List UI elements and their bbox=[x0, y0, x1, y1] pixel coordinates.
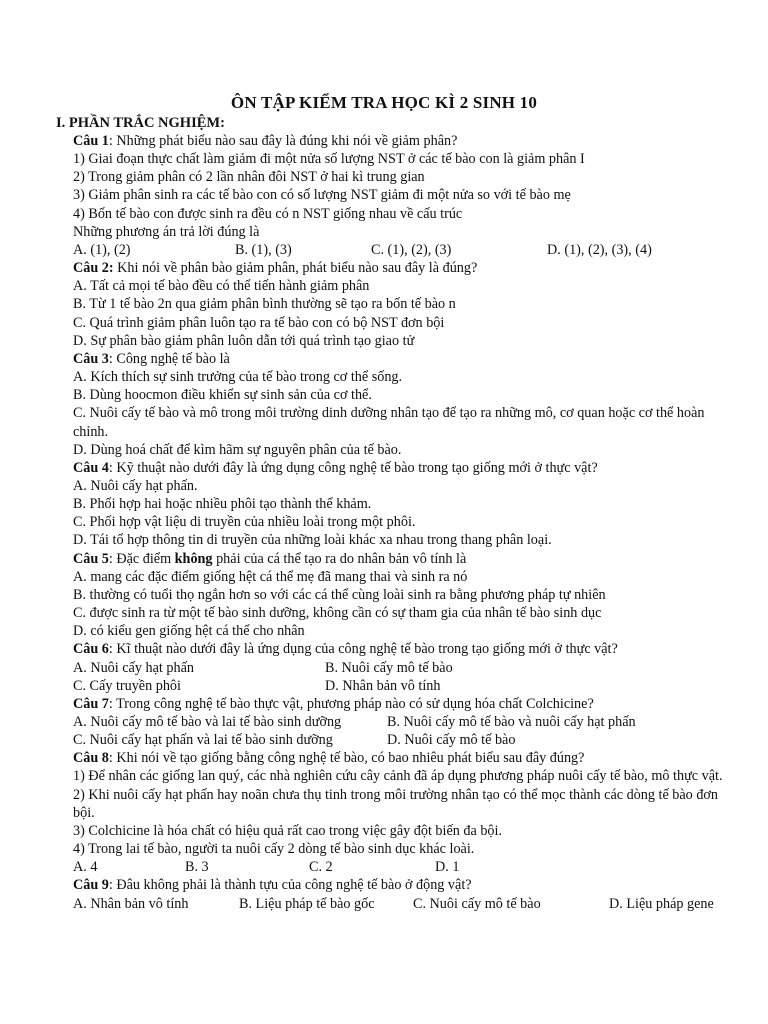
option-c: C. Cấy truyền phôi bbox=[73, 677, 181, 694]
question-label: Câu 5 bbox=[73, 550, 109, 567]
question-label: Câu 6 bbox=[73, 641, 109, 658]
question-label: Câu 3 bbox=[73, 350, 109, 367]
question-text: : Công nghệ tế bào là bbox=[108, 350, 230, 367]
statement: 2) Trong giảm phân có 2 lần nhân đôi NST ở hai kì trung gian bbox=[73, 169, 425, 186]
option-a: A. Kích thích sự sinh trưởng của tế bào trong cơ thể sống. bbox=[73, 369, 403, 386]
question-text: : Kĩ thuật nào dưới đây là ứng dụng của công nghệ tế bào trong tạo giống mới ở thực vật? bbox=[108, 641, 618, 658]
question-label: Câu 2: bbox=[73, 260, 114, 277]
question-list bbox=[73, 132, 733, 913]
option-b: B. Dùng hoocmon điều khiển sự sinh sản của cơ thể. bbox=[73, 387, 372, 404]
option-c: C. Phối hợp vật liệu di truyền của nhiều loài trong một phôi. bbox=[73, 514, 416, 531]
section-heading: I. PHẦN TRẮC NGHIỆM: bbox=[56, 115, 225, 131]
statement: 3) Colchicine là hóa chất có hiệu quả rất cao trong việc gây đột biến đa bội. bbox=[73, 822, 503, 839]
statement: 4) Bốn tế bào con được sinh ra đều có n NST giống nhau về cấu trúc bbox=[73, 205, 463, 222]
option-d: D. Sự phân bào giảm phân luôn dẫn tới quá trình tạo giao tử bbox=[73, 332, 415, 349]
option-c: C. 2 bbox=[309, 859, 333, 876]
answer-row bbox=[73, 858, 733, 876]
question-text: : Khi nói về tạo giống bằng công nghệ tế bào, có bao nhiêu phát biểu sau đây đúng? bbox=[108, 750, 585, 767]
option-c: C. Nuôi cấy tế bào và mô trong môi trường dinh dưỡng nhân tạo để tạo ra những mô, cơ quan hoặc cơ thể hoàn chỉnh. bbox=[73, 405, 705, 440]
statement: 1) Giai đoạn thực chất làm giảm đi một nửa số lượng NST ở các tế bào con là giảm phân I bbox=[73, 151, 585, 168]
question-text: : Kỹ thuật nào dưới đây là ứng dụng công nghệ tế bào trong tạo giống mới ở thực vật? bbox=[108, 459, 598, 476]
answer-row bbox=[73, 713, 733, 731]
option-a: A. mang các đặc điểm giống hệt cá thể mẹ đã mang thai và sinh ra nó bbox=[73, 568, 468, 585]
option-a: A. Tất cả mọi tế bào đều có thể tiến hành giảm phân bbox=[73, 278, 370, 295]
question-text: Khi nói về phân bào giảm phân, phát biểu nào sau đây là đúng? bbox=[113, 260, 478, 277]
option-d: D. Tái tổ hợp thông tin di truyền của những loài khác xa nhau trong thang phân loại. bbox=[73, 532, 552, 549]
question-text: : Đặc điểm bbox=[108, 550, 175, 567]
question-label: Câu 1 bbox=[73, 133, 109, 149]
option-c: C. (1), (2), (3) bbox=[371, 241, 452, 258]
option-d: D. Dùng hoá chất để kìm hãm sự nguyên phân của tế bào. bbox=[73, 441, 402, 458]
page-title: ÔN TẬP KIỂM TRA HỌC KÌ 2 SINH 10 bbox=[230, 93, 538, 112]
question-1 bbox=[73, 132, 733, 150]
question-2 bbox=[73, 259, 733, 277]
question-9 bbox=[73, 876, 733, 894]
option-d: D. (1), (2), (3), (4) bbox=[547, 241, 652, 258]
question-text: : Trong công nghệ tế bào thực vật, phương pháp nào có sử dụng hóa chất Colchicine? bbox=[108, 695, 594, 712]
option-a: A. 4 bbox=[73, 859, 98, 876]
option-b: B. Nuôi cấy mô tế bào và nuôi cấy hạt phấn bbox=[387, 714, 636, 730]
answer-row bbox=[73, 895, 733, 913]
option-c: C. Quá trình giảm phân luôn tạo ra tế bào con có bộ NST đơn bội bbox=[73, 314, 445, 331]
question-8 bbox=[73, 749, 733, 767]
statement: 1) Để nhân các giống lan quý, các nhà nghiên cứu cây cảnh đã áp dụng phương pháp nuôi cấy tế bào, mô thực vật. bbox=[73, 768, 723, 785]
statement: 2) Khi nuôi cấy hạt phấn hay noãn chưa thụ tinh trong môi trường nhân tạo có thể mọc thành các dòng tế bào đơn bội. bbox=[73, 786, 719, 821]
option-b: B. (1), (3) bbox=[235, 241, 292, 258]
question-text: phải của cá thể tạo ra do nhân bản vô tính là bbox=[212, 550, 467, 567]
option-d: D. Nuôi cấy mô tế bào bbox=[387, 732, 516, 749]
answer-row bbox=[73, 659, 733, 677]
option-a: A. Nuôi cấy mô tế bào và lai tế bào sinh dưỡng bbox=[73, 714, 342, 730]
option-b: B. Nuôi cấy mô tế bào bbox=[325, 659, 453, 676]
option-d: D. Nhân bản vô tính bbox=[325, 677, 441, 694]
option-a: A. Nuôi cấy hạt phấn bbox=[73, 659, 194, 676]
question-label: Câu 7 bbox=[73, 695, 109, 712]
option-a: A. (1), (2) bbox=[73, 241, 131, 258]
question-prompt: Những phương án trả lời đúng là bbox=[73, 223, 260, 240]
option-b: B. 3 bbox=[185, 859, 209, 876]
statement: 3) Giảm phân sinh ra các tế bào con có số lượng NST giảm đi một nửa so với tế bào mẹ bbox=[73, 187, 571, 204]
question-6 bbox=[73, 640, 733, 658]
option-b: B. thường có tuổi thọ ngắn hơn so với các cá thể cùng loài sinh ra bằng phương pháp tự nhiên bbox=[73, 586, 606, 603]
answer-row bbox=[73, 731, 733, 749]
option-b: B. Liệu pháp tế bào gốc bbox=[239, 895, 375, 912]
question-4 bbox=[73, 459, 733, 477]
option-a: A. Nuôi cấy hạt phấn. bbox=[73, 477, 198, 494]
option-c: C. Nuôi cấy mô tế bào bbox=[413, 895, 541, 912]
option-d: D. Liệu pháp gene bbox=[609, 895, 714, 912]
question-label: Câu 9 bbox=[73, 877, 109, 894]
question-text: : Những phát biểu nào sau đây là đúng khi nói về giảm phân? bbox=[108, 133, 458, 149]
question-label: Câu 4 bbox=[73, 459, 109, 476]
option-b: B. Từ 1 tế bào 2n qua giảm phân bình thường sẽ tạo ra bốn tế bào n bbox=[73, 296, 456, 313]
option-c: C. được sinh ra từ một tế bào sinh dưỡng, không cần có sự tham gia của nhân tế bào sinh dục bbox=[73, 605, 602, 622]
answer-row bbox=[73, 677, 733, 695]
question-7 bbox=[73, 695, 733, 713]
question-text: : Đâu không phải là thành tựu của công nghệ tế bào ở động vật? bbox=[108, 877, 472, 894]
option-a: A. Nhân bản vô tính bbox=[73, 895, 189, 912]
emphasis-word: không bbox=[174, 550, 213, 567]
statement: 4) Trong lai tế bào, người ta nuôi cấy 2 dòng tế bào sinh dục khác loài. bbox=[73, 841, 475, 858]
question-5 bbox=[73, 550, 733, 568]
option-d: D. có kiểu gen giống hệt cá thể cho nhân bbox=[73, 623, 305, 640]
answer-row bbox=[73, 241, 733, 259]
option-c: C. Nuôi cấy hạt phấn và lai tế bào sinh dưỡng bbox=[73, 732, 333, 749]
question-3 bbox=[73, 350, 733, 368]
option-b: B. Phối hợp hai hoặc nhiều phôi tạo thành thể khảm. bbox=[73, 496, 372, 513]
option-d: D. 1 bbox=[435, 859, 460, 876]
question-label: Câu 8 bbox=[73, 750, 109, 767]
